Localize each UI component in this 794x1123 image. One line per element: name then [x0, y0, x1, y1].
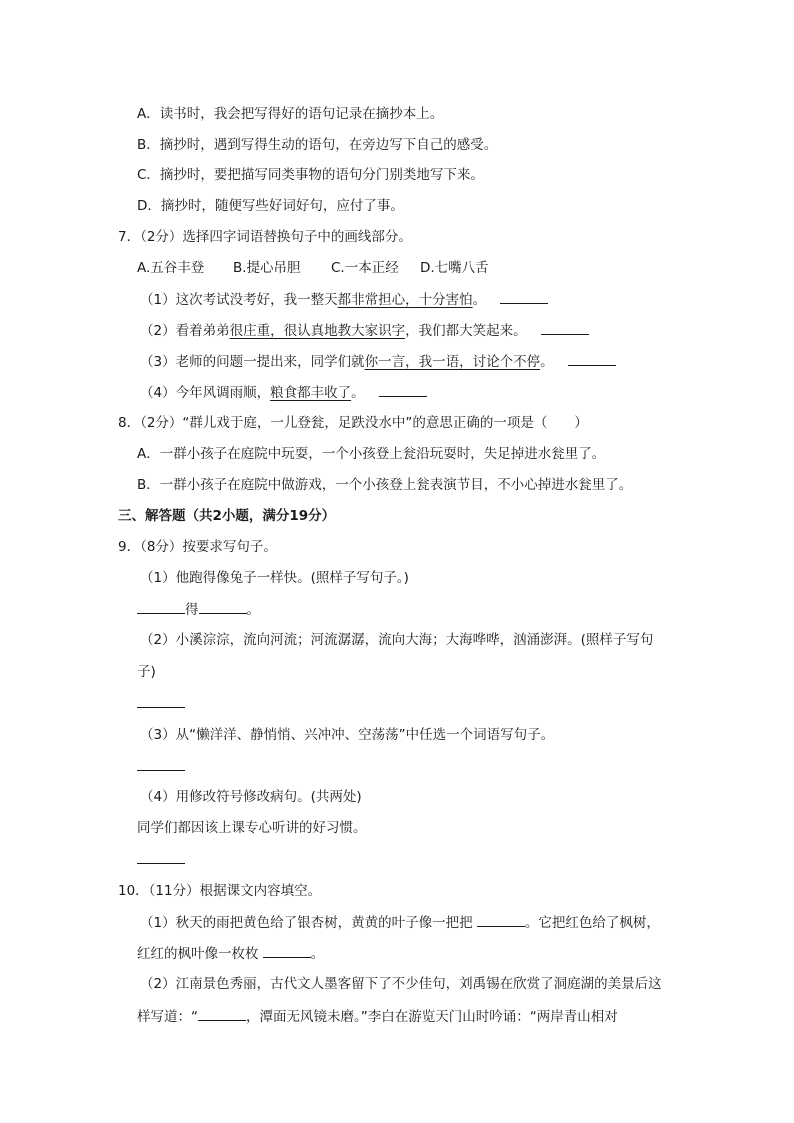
section-heading: 三、解答题（共2小题，满分19分）	[118, 508, 336, 524]
q7-s3-pre: （3）老师的问题一提出来，同学们就	[140, 354, 365, 370]
q7-s2-underlined: 很庄重，很认真地教大家识字	[229, 323, 406, 339]
q8-option-b: B．一群小孩子在庭院中做游戏，一个小孩登上瓮表演节目，不小心掉进水瓮里了。	[137, 477, 633, 493]
q9-part-1: （1）他跑得像兔子一样快。(照样子写句子。)	[140, 570, 409, 586]
q7-stem: 7．（2分）选择四字词语替换句子中的画线部分。	[118, 229, 412, 245]
q10-p1-blank-1[interactable]	[477, 912, 525, 927]
q8-stem: 8．（2分）“群儿戏于庭，一儿登瓮，足跌没水中”的意思正确的一项是（ ）	[118, 415, 588, 431]
q10-p1-d: 。	[310, 946, 325, 962]
q7-s4-post: 。	[351, 385, 365, 401]
q9-part-2-line-2: 子)	[137, 664, 156, 680]
q10-p2-b: ，潭面无风镜未磨。”李白在游览天门山时吟诵：“两岸青山相对	[246, 1009, 618, 1025]
q10-part-2-line-2	[137, 1006, 618, 1027]
q7-sentence-1	[140, 289, 548, 310]
q10-p1-c: 红红的枫叶像一枚枚	[137, 946, 263, 962]
q7-sentence-2	[140, 320, 589, 341]
q7-s1-post: 。	[472, 292, 487, 308]
q9-part-2-line-1: （2）小溪淙淙，流向河流；河流潺潺，流向大海；大海哗哗，汹涌澎湃。(照样子写句	[140, 632, 654, 648]
q7-s3-post: 。	[540, 354, 554, 370]
q9-stem: 9．（8分）按要求写句子。	[118, 539, 277, 555]
q9-part-4: （4）用修改符号修改病句。(共两处)	[140, 789, 362, 805]
q9-part-3: （3）从“懒洋洋、静悄悄、兴冲冲、空荡荡”中任选一个词语写句子。	[140, 727, 555, 743]
q9-p1-end: 。	[246, 602, 260, 618]
q9-part-2-answer	[137, 693, 185, 714]
q7-sentence-3	[140, 351, 616, 372]
q7-s1-answer-blank[interactable]	[500, 289, 548, 304]
q7-option: C.一本正经	[331, 260, 399, 276]
q7-s2-post: ，我们都大笑起来。	[405, 323, 527, 339]
q7-options	[137, 258, 489, 278]
q9-part-4-answer	[137, 849, 185, 870]
q10-part-1-line-1	[140, 912, 660, 933]
q7-s4-answer-blank[interactable]	[379, 382, 427, 397]
q10-part-1-line-2	[137, 943, 324, 964]
q7-s4-pre: （4）今年风调雨顺，	[140, 385, 271, 401]
q7-s4-underlined: 粮食都丰收了	[270, 385, 352, 401]
q7-s3-answer-blank[interactable]	[568, 351, 616, 366]
q7-s3-underlined: 你一言，我一语，讨论个不停	[364, 354, 541, 370]
q9-p4-blank[interactable]	[137, 849, 185, 864]
q7-s1-underlined: 都非常担心，十分害怕	[337, 292, 473, 308]
q9-part-4-sentence: 同学们都因该上课专心听讲的好习惯。	[137, 820, 367, 836]
q7-s2-pre: （2）看着弟弟	[140, 323, 230, 339]
q6-option-c: C．摘抄时，要把描写同类事物的语句分门别类地写下来。	[137, 167, 484, 183]
q7-sentence-4	[140, 382, 427, 403]
q9-part-3-answer	[137, 756, 185, 777]
q10-p1-blank-2[interactable]	[263, 943, 311, 958]
q9-part-1-answer	[137, 599, 260, 620]
q10-stem: 10．（11分）根据课文内容填空。	[118, 883, 322, 899]
q9-p3-blank[interactable]	[137, 756, 185, 771]
q7-option: B.提心吊胆	[233, 260, 301, 276]
q10-p1-a: （1）秋天的雨把黄色给了银杏树，黄黄的叶子像一把把	[140, 915, 477, 931]
q9-p1-mid: 得	[185, 602, 199, 618]
q6-option-a: A．读书时，我会把写得好的语句记录在摘抄本上。	[137, 106, 444, 122]
q9-p1-blank-2[interactable]	[199, 599, 247, 614]
q7-option: A.五谷丰登	[137, 260, 205, 276]
q6-option-d: D．摘抄时，随便写些好词好句，应付了事。	[137, 198, 404, 214]
q10-p2-a: 样写道：“	[137, 1009, 198, 1025]
q8-option-a: A．一群小孩子在庭院中玩耍，一个小孩登上瓮沿玩耍时，失足掉进水瓮里了。	[137, 446, 606, 462]
q9-p2-blank[interactable]	[137, 693, 185, 708]
q7-s2-answer-blank[interactable]	[541, 320, 589, 335]
q9-p1-blank-1[interactable]	[137, 599, 185, 614]
q10-part-2-line-1: （2）江南景色秀丽，古代文人墨客留下了不少佳句，刘禹锡在欣赏了洞庭湖的美景后这	[140, 976, 662, 992]
q7-s1-pre: （1）这次考试没考好，我一整天	[140, 292, 338, 308]
q10-p2-blank[interactable]	[198, 1006, 246, 1021]
q7-option: D.七嘴八舌	[420, 260, 489, 276]
q10-p1-b: 。它把红色给了枫树，	[524, 915, 660, 931]
q6-option-b: B．摘抄时，遇到写得生动的语句，在旁边写下自己的感受。	[137, 137, 498, 153]
